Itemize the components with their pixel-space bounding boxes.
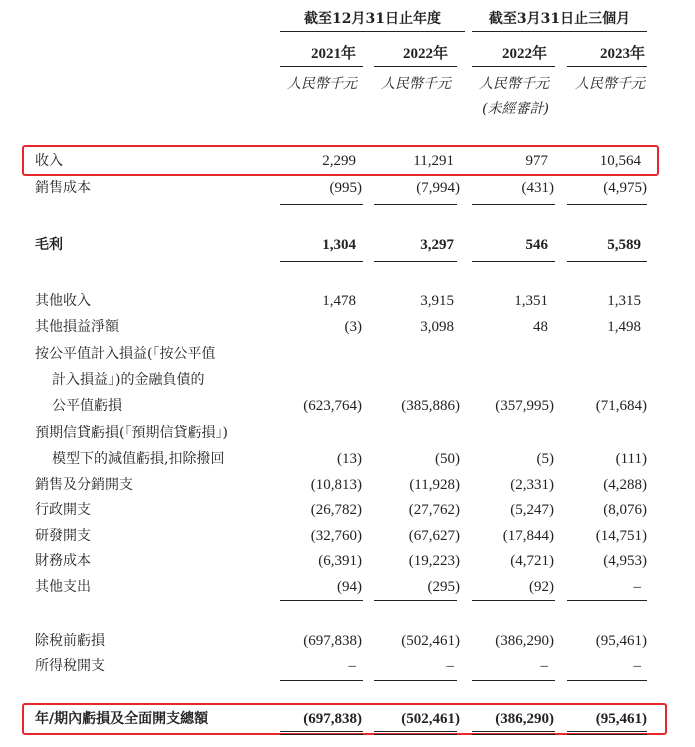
cell: 11,291 xyxy=(413,153,454,169)
annual-header-rule xyxy=(280,31,465,32)
cell: (386,290) xyxy=(495,633,554,649)
cell: (357,995) xyxy=(495,398,554,414)
year-rule xyxy=(567,66,647,67)
cell: – xyxy=(633,658,641,674)
cell: (26,782) xyxy=(310,502,362,518)
annual-period-header: 截至12月31日止年度 xyxy=(304,11,441,27)
cell: 1,478 xyxy=(322,293,356,309)
subtotal-rule xyxy=(472,600,555,601)
cell: (2,331) xyxy=(510,477,554,493)
cell: (4,721) xyxy=(510,553,554,569)
row-label-revenue: 收入 xyxy=(35,153,63,169)
cell: (27,762) xyxy=(408,502,460,518)
row-label-other-gains-losses: 其他損益淨額 xyxy=(35,319,119,335)
cell: (386,290) xyxy=(495,711,554,727)
cell: 1,304 xyxy=(322,237,356,253)
row-label-administrative: 行政開支 xyxy=(35,502,91,518)
cell: 3,297 xyxy=(420,237,454,253)
cell: – xyxy=(540,658,548,674)
year-2022-quarter: 2022年 xyxy=(501,46,547,62)
unit-label: 人民幣千元 xyxy=(287,76,357,92)
cell: (995) xyxy=(329,180,362,196)
subtotal-rule xyxy=(472,204,555,205)
row-label-fvtpl-line1: 按公平值計入損益(「按公平值 xyxy=(35,346,216,362)
cell: (71,684) xyxy=(595,398,647,414)
cell: 48 xyxy=(533,319,548,335)
cell: (8,076) xyxy=(603,502,647,518)
row-label-ecl-line1: 預期信貸虧損(「預期信貸虧損」) xyxy=(35,425,228,441)
cell: (431) xyxy=(521,180,554,196)
cell: (385,886) xyxy=(401,398,460,414)
cell: (50) xyxy=(435,451,460,467)
year-2021: 2021年 xyxy=(310,46,356,62)
subtotal-rule xyxy=(280,680,363,681)
row-label-research-development: 研發開支 xyxy=(35,528,91,544)
subtotal-rule xyxy=(472,680,555,681)
year-rule xyxy=(374,66,457,67)
subtotal-rule xyxy=(280,600,363,601)
cell: 5,589 xyxy=(607,237,641,253)
row-label-other-expenses: 其他支出 xyxy=(35,579,91,595)
cell: (94) xyxy=(337,579,362,595)
unaudited-label: (未經審計) xyxy=(482,101,549,117)
unit-label: 人民幣千元 xyxy=(381,76,451,92)
cell: 10,564 xyxy=(599,153,641,169)
cell: (3) xyxy=(344,319,362,335)
cell: (4,288) xyxy=(603,477,647,493)
year-rule xyxy=(280,66,363,67)
cell: (92) xyxy=(529,579,554,595)
row-label-total-loss: 年/期內虧損及全面開支總額 xyxy=(35,711,209,727)
total-double-rule xyxy=(374,731,457,735)
cell: (19,223) xyxy=(408,553,460,569)
subtotal-rule xyxy=(567,680,647,681)
cell: (5,247) xyxy=(510,502,554,518)
cell: (4,953) xyxy=(603,553,647,569)
cell: (17,844) xyxy=(502,528,554,544)
cell: 1,498 xyxy=(607,319,641,335)
cell: – xyxy=(446,658,454,674)
subtotal-rule xyxy=(280,261,363,262)
subtotal-rule xyxy=(374,600,457,601)
cell: (6,391) xyxy=(318,553,362,569)
row-label-other-income: 其他收入 xyxy=(35,293,91,309)
total-double-rule xyxy=(280,731,363,735)
row-label-income-tax: 所得稅開支 xyxy=(35,658,105,674)
row-label-fvtpl-line2: 計入損益」)的金融負債的 xyxy=(52,372,205,388)
cell: 977 xyxy=(525,153,548,169)
cell: 1,315 xyxy=(607,293,641,309)
year-2022-annual: 2022年 xyxy=(402,46,448,62)
subtotal-rule xyxy=(567,261,647,262)
total-double-rule xyxy=(567,731,647,735)
subtotal-rule xyxy=(472,261,555,262)
subtotal-rule xyxy=(280,204,363,205)
cell: – xyxy=(348,658,356,674)
subtotal-rule xyxy=(567,204,647,205)
unit-label: 人民幣千元 xyxy=(479,76,549,92)
row-label-selling-distribution: 銷售及分銷開支 xyxy=(35,477,133,493)
row-label-cost-of-sales: 銷售成本 xyxy=(35,180,91,196)
cell: 546 xyxy=(525,237,548,253)
cell: 1,351 xyxy=(514,293,548,309)
cell: (697,838) xyxy=(303,711,362,727)
row-label-finance-costs: 財務成本 xyxy=(35,553,91,569)
cell: (502,461) xyxy=(401,633,460,649)
cell: (697,838) xyxy=(303,633,362,649)
year-rule xyxy=(472,66,555,67)
subtotal-rule xyxy=(374,680,457,681)
cell: (111) xyxy=(615,451,647,467)
year-2023-quarter: 2023年 xyxy=(599,46,645,62)
row-label-fvtpl-line3: 公平值虧損 xyxy=(52,398,122,414)
cell: (14,751) xyxy=(595,528,647,544)
cell: (502,461) xyxy=(401,711,460,727)
cell: (5) xyxy=(536,451,554,467)
total-double-rule xyxy=(472,731,555,735)
row-label-loss-before-tax: 除稅前虧損 xyxy=(35,633,105,649)
cell: (623,764) xyxy=(303,398,362,414)
cell: (295) xyxy=(427,579,460,595)
row-label-gross-profit: 毛利 xyxy=(35,237,63,253)
quarter-period-header: 截至3月31日止三個月 xyxy=(488,11,631,27)
cell: (11,928) xyxy=(409,477,460,493)
cell: (4,975) xyxy=(603,180,647,196)
subtotal-rule xyxy=(374,204,457,205)
cell: (95,461) xyxy=(595,711,647,727)
cell: 2,299 xyxy=(322,153,356,169)
row-label-ecl-line2: 模型下的減值虧損,扣除撥回 xyxy=(52,451,225,467)
cell: (67,627) xyxy=(408,528,460,544)
subtotal-rule xyxy=(374,261,457,262)
cell: (10,813) xyxy=(310,477,362,493)
cell: – xyxy=(633,579,641,595)
cell: 3,098 xyxy=(420,319,454,335)
cell: (13) xyxy=(337,451,362,467)
cell: (32,760) xyxy=(310,528,362,544)
cell: (7,994) xyxy=(416,180,460,196)
cell: (95,461) xyxy=(595,633,647,649)
quarter-header-rule xyxy=(472,31,647,32)
unit-label: 人民幣千元 xyxy=(575,76,645,92)
subtotal-rule xyxy=(567,600,647,601)
cell: 3,915 xyxy=(420,293,454,309)
